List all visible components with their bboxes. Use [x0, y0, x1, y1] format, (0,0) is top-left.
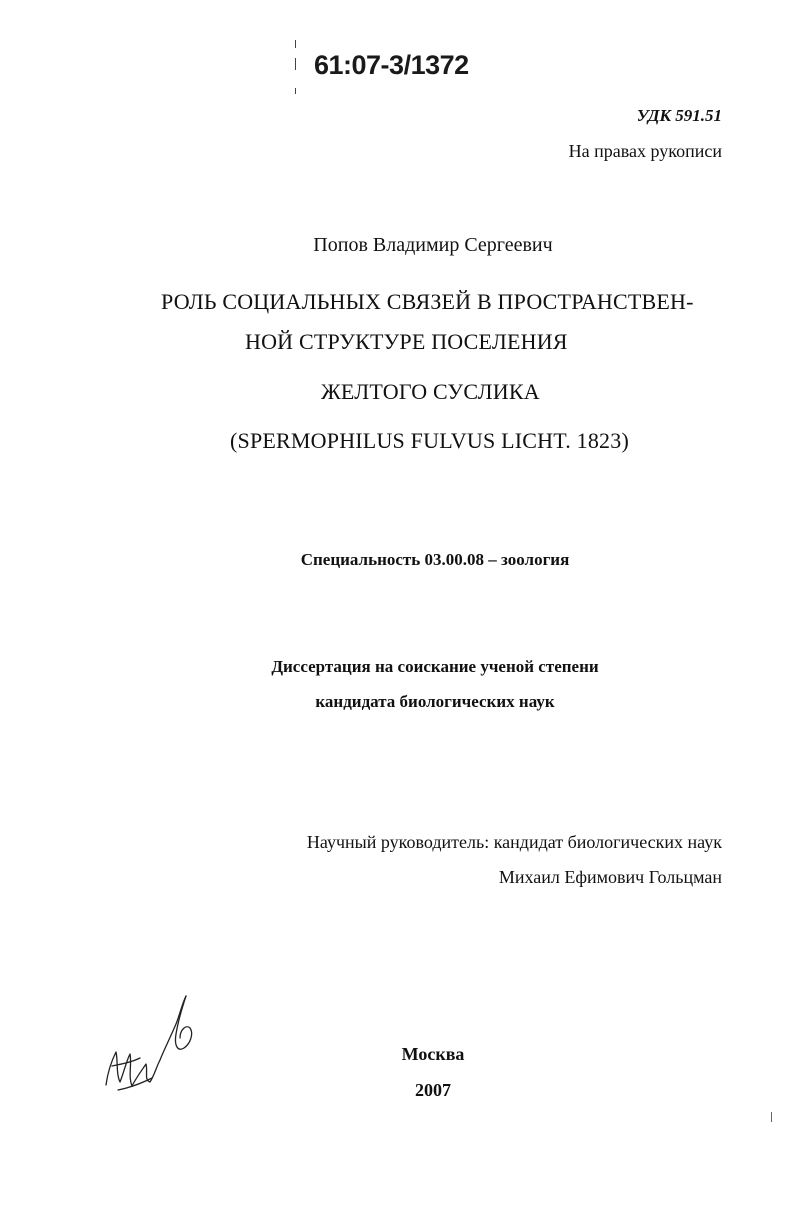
scan-mark: [295, 58, 296, 70]
dissertation-degree-line2: кандидата биологических наук: [315, 692, 555, 711]
udc-code: УДК 591.51: [636, 106, 722, 125]
title-line: НОЙ СТРУКТУРЕ ПОСЕЛЕНИЯ: [245, 329, 568, 354]
scan-mark: [770, 1112, 773, 1122]
supervisor-name: Михаил Ефимович Гольцман: [498, 867, 722, 887]
scan-mark: [295, 40, 296, 48]
author-name: Попов Владимир Сергеевич: [313, 234, 553, 256]
specialty: Специальность 03.00.08 – зоология: [300, 550, 570, 569]
archive-number: 61:07-3/1372: [314, 50, 469, 80]
title-line: ЖЕЛТОГО СУСЛИКА: [321, 379, 540, 404]
title-line: (SPERMOPHILUS FULVUS LICHT. 1823): [230, 428, 629, 453]
publication-city: Москва: [401, 1044, 465, 1064]
dissertation-degree-line1: Диссертация на соискание ученой степени: [271, 657, 599, 676]
manuscript-rights: На правах рукописи: [568, 141, 722, 161]
supervisor-role: Научный руководитель: кандидат биологических наук: [306, 832, 722, 852]
publication-year: 2007: [415, 1080, 451, 1100]
title-line: РОЛЬ СОЦИАЛЬНЫХ СВЯЗЕЙ В ПРОСТРАНСТВЕН-: [161, 289, 694, 314]
scan-mark: [295, 88, 296, 94]
